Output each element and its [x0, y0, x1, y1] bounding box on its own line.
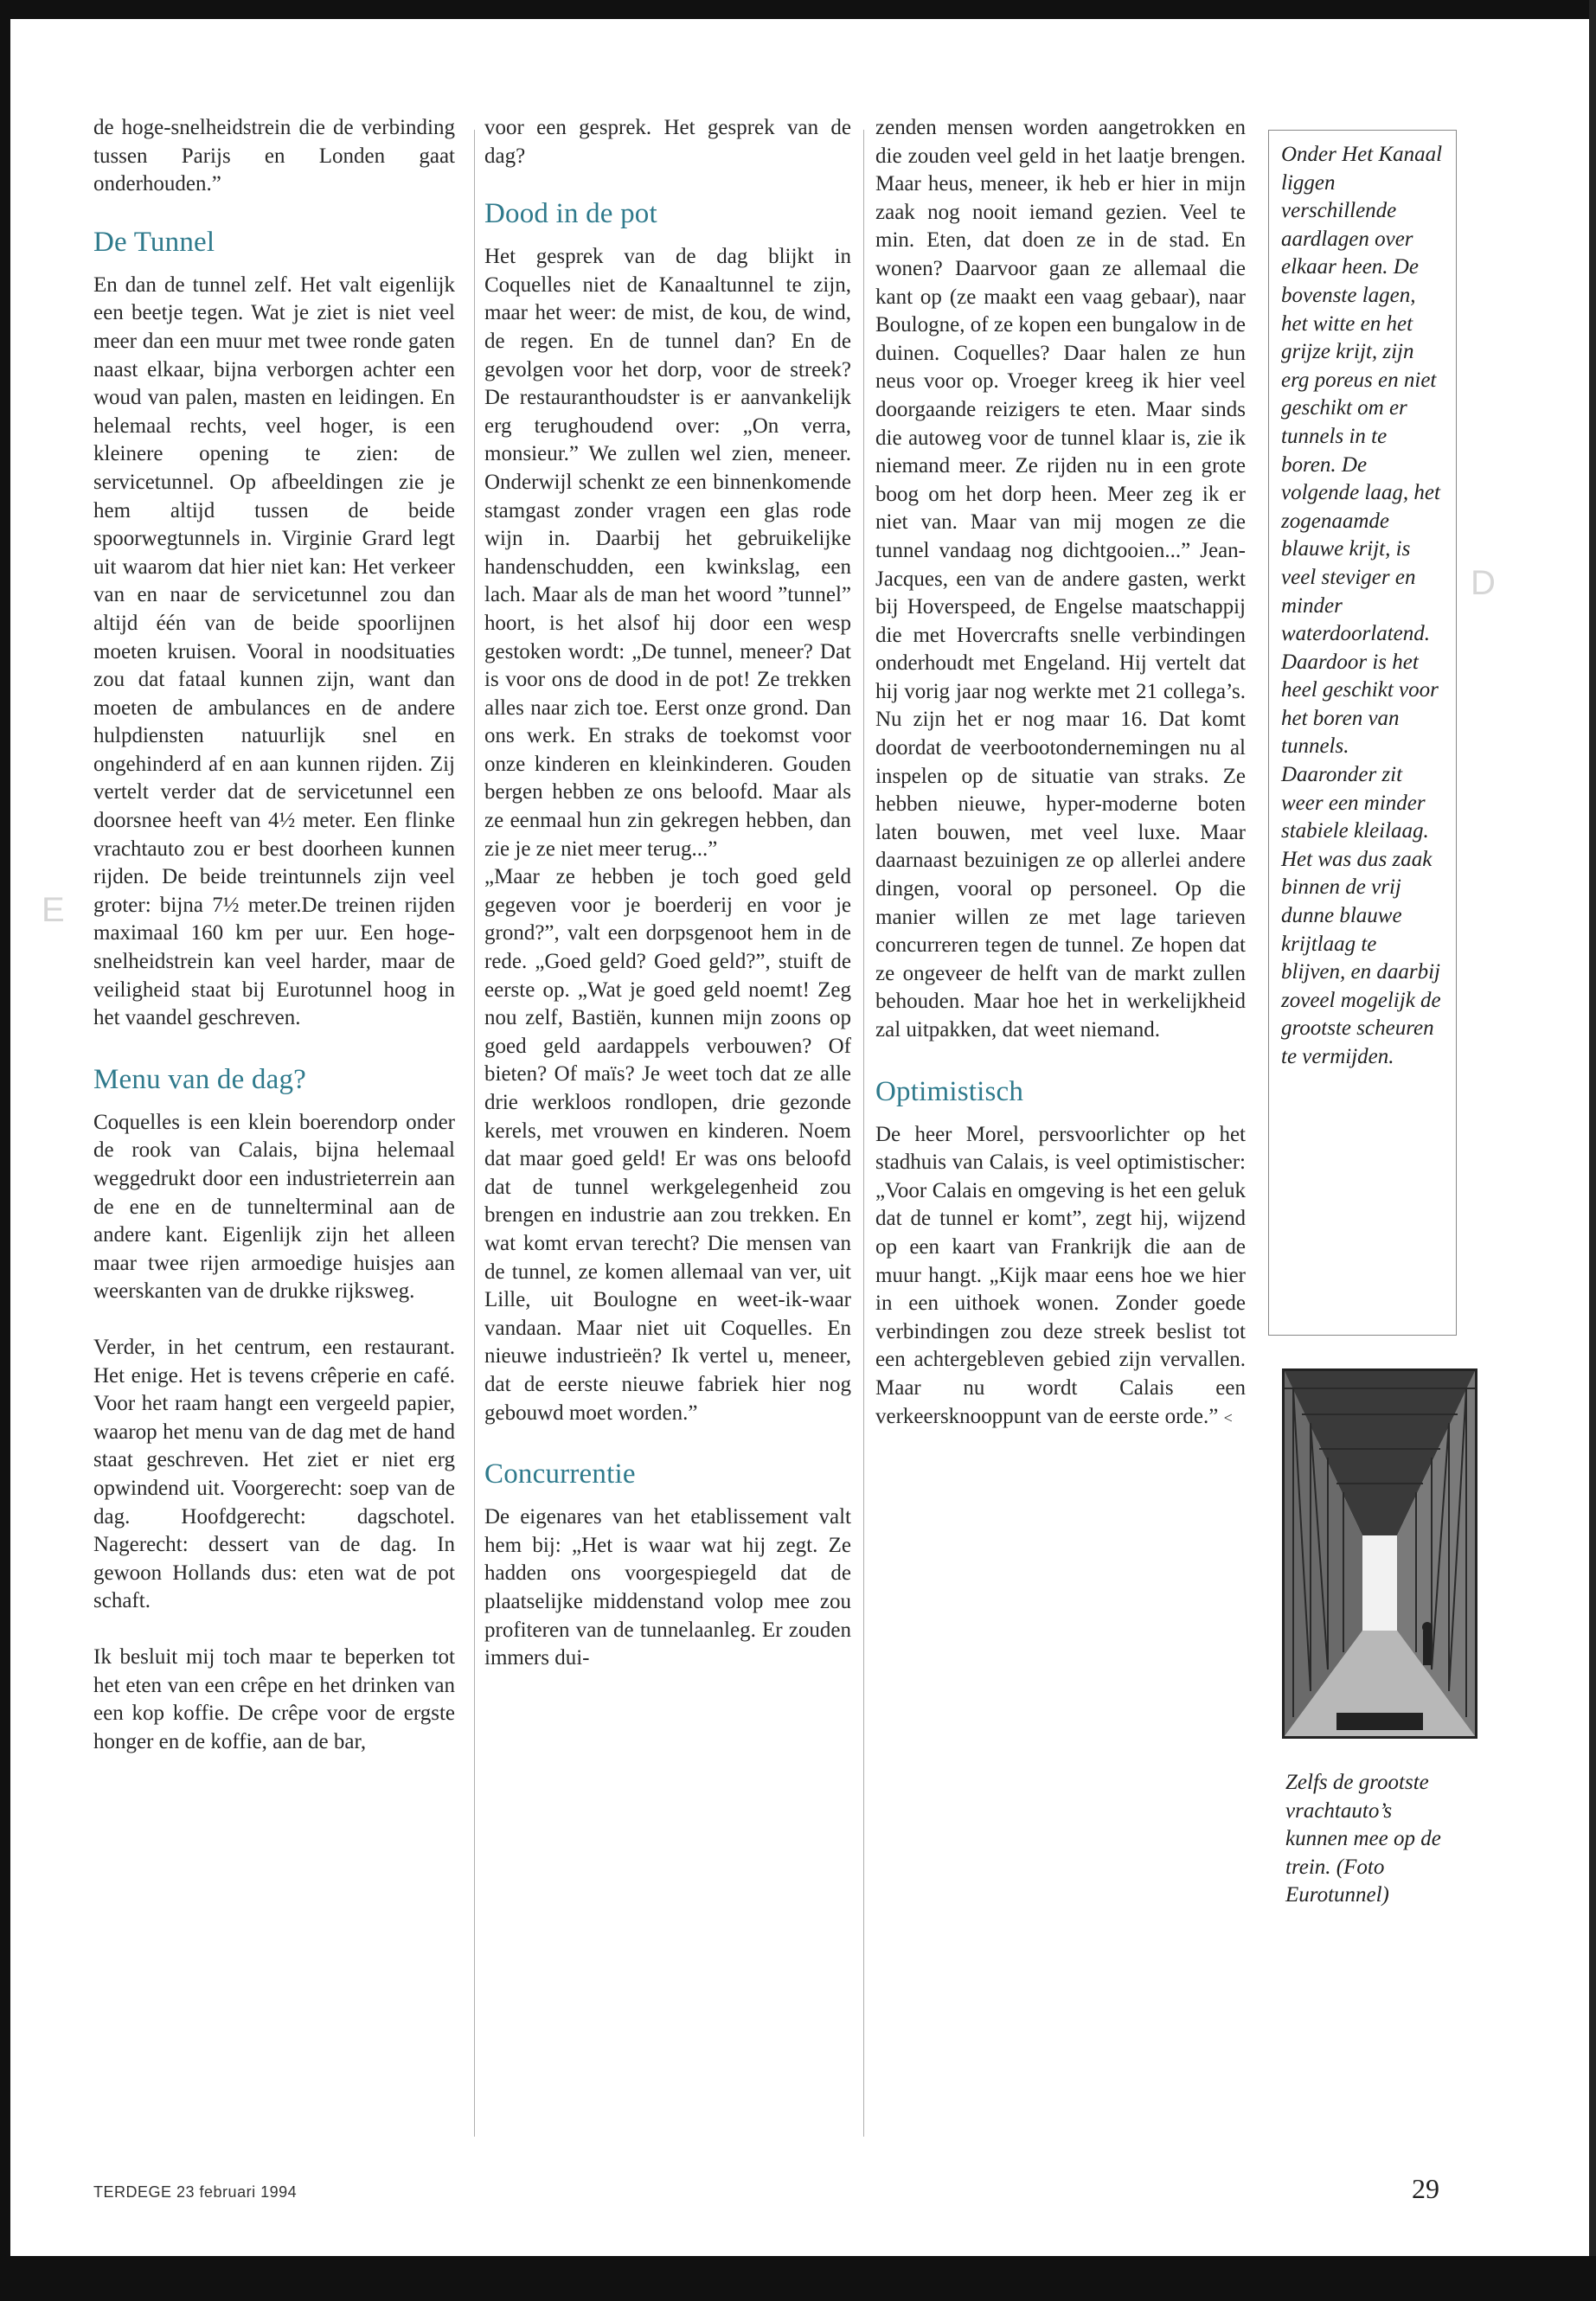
scan-border-left	[0, 0, 10, 2301]
paragraph: En dan de tunnel zelf. Het valt eigenlijk een beetje tegen. Wat je ziet is niet veel meer dan een muur met twee ronde gaten naast elkaar, bijna verborgen achter een woud van palen, masten en leidingen. En helemaal rechts, veel hoger, is een kleinere opening te zien: de servicetunnel. Op afbeeldingen zie je hem altijd tussen de beide spoorwegtunnels in. Virginie Grard legt uit waarom dat hier niet kan: Het verkeer van en naar de servicetunnel zou dan altijd één van de beide spoorlijnen moeten kruisen. Vooral in noodsituaties zou dat fataal kunnen zijn, want dan moeten de ambulances en de andere hulpdiensten natuurlijk snel en ongehinderd af en aan kunnen rijden. Zij vertelt verder dat de servicetunnel een doorsnee heeft van 4½ meter. Een flinke vrachtauto zou er best doorheen kunnen rijden. De beide treintunnels zijn veel groter: bijna 7½ meter.De treinen rijden maximaal 160 km per uur. Een hoge-snelheidstrein kan veel harder, maar de veiligheid staat bij Eurotunnel hoog in het vaandel geschreven.	[93, 272, 455, 1030]
scan-border-top	[0, 0, 1596, 19]
photo-caption	[1285, 1769, 1458, 1910]
sidebar-text: Onder Het Kanaal liggen verschillende aardlagen over elkaar heen. De bovenste lagen, het witte en het grijze krijt, zijn erg poreus en niet geschikt om er tunnels in te boren. De volgende laag, het zogenaamde blauwe krijt, is veel steviger en minder waterdoorlatend. Daardoor is het heel geschikt voor het boren van tunnels. Daaronder zit weer een minder stabiele kleilaag. Het was dus zaak binnen de vrij dunne blauwe krijtlaag te blijven, en daarbij zoveel mogelijk de grootste scheuren te vermijden.	[1281, 143, 1443, 1068]
section-heading-de-tunnel: De Tunnel	[93, 226, 215, 258]
paragraph: De eigenares van het etablissement valt hem bij: „Het is waar wat hij zegt. Ze hadden ons voorgespiegeld dat de plaatselijke middenstand volop mee zou profiteren van de tunnelaanleg. Er zouden immers dui-	[484, 1505, 851, 1670]
sidebar-box	[1268, 130, 1457, 1336]
page-number: 29	[1412, 2173, 1439, 2204]
paragraph: „Maar ze hebben je toch goed geld gegeven voor je boerderij en voor je grond?”, valt een dorpsgenoot hem in de rede. „Goed geld? Goed geld?”, stuift de eerste op. „Wat je goed geld noemt! Zeg nou zelf, Bastiën, kunnen mijn zoons op goed geld aardappels verbouwen? Of bieten? Of maïs? Je weet toch dat ze alle drie werkloos rondlopen, drie gezonde kerels, met vrouwen en kinderen. Noem dat maar goed geld! Er was ons beloofd dat de tunnel werkgelegenheid zou brengen en industrie aan zou trekken. En wat komt ervan terecht? Die mensen van de tunnel, ze komen allemaal van ver, uit Lille, uit Boulogne en weet-ik-waar vandaan. Maar niet uit Coquelles. En nieuwe industrieën? Ik vertel u, meneer, dat de eerste nieuwe fabriek hier nog gebouwd moet worden.”	[484, 865, 851, 1425]
paragraph: Ik besluit mij toch maar te beperken tot het eten van een crêpe en het drinken van een kop koffie. De crêpe voor de ergste honger en de koffie, aan de bar,	[93, 1644, 455, 1753]
paragraph: Coquelles is een klein boerendorp onder de rook van Calais, bijna helemaal weggedrukt door een industrieterrein aan de ene en de tunnelterminal aan de andere kant. Eigenlijk zijn het alleen maar twee rijen armoedige huisjes aan weerskanten van de drukke rijksweg.	[93, 1110, 455, 1304]
paragraph-text: De heer Morel, persvoorlichter op het stadhuis van Calais, is veel optimistischer: „Voor Calais en omgeving is het een geluk dat de tunnel er komt”, zegt hij, wijzend op een kaart van Frankrijk die aan de muur hangt. „Kijk maar eens hoe we hier in een uithoek wonen. Zonder goede verbindingen zou deze streek beslist tot een achtergebleven gebied zijn vervallen. Maar nu wordt Calais een verkeersknooppunt van de eerste orde.”	[875, 1122, 1246, 1428]
caption-text: Zelfs de grootste vrachtauto’s kunnen mee op de trein. (Foto Eurotunnel)	[1285, 1771, 1441, 1907]
article-column-1	[93, 114, 455, 1756]
truck-shuttle-wagon-photo	[1282, 1368, 1477, 1739]
end-of-article-mark: <	[1223, 1408, 1233, 1426]
publication-footer: TERDEGE 23 februari 1994	[93, 2183, 298, 2201]
photo-illustration	[1285, 1371, 1475, 1736]
section-heading-dood-in-de-pot: Dood in de pot	[484, 198, 657, 230]
paragraph: Het gesprek van de dag blijkt in Coquelles niet de Kanaaltunnel te zijn, maar het weer: de mist, de kou, de wind, de regen. En de tunnel dan? En de gevolgen voor het dorp, voor de streek? De restauranthoudster is er aanvankelijk erg terughoudend over: „On verra, monsieur.” We zullen wel zien, meneer. Onderwijl schenkt ze een binnenkomende stamgast zonder vragen een glas rode wijn in. Daarbij het gebruikelijke handenschudden, een kwinkslag, een lach. Maar als de man het woord ”tunnel” hoort, is het alsof hij door een wesp gestoken wordt: „De tunnel, meneer? Dat is voor ons de dood in de pot! Ze trekken alles naar zich toe. Eerst onze grond. Dan ons werk. En straks de toekomst voor onze kinderen en kleinkinderen. Gouden bergen hebben ze ons beloofd. Maar als ze eenmaal hun zin gekregen hebben, dan zie je ze niet meer terug...”	[484, 245, 851, 861]
paragraph: de hoge-snelheidstrein die de verbinding tussen Parijs en Londen gaat onderhouden.”	[93, 116, 455, 196]
column-rule-2	[863, 130, 864, 2137]
paragraph: zenden mensen worden aangetrokken en die zouden veel geld in het laatje brengen. Maar heus, meneer, ik heb er hier in mijn zaak nog nooit iemand gezien. Veel te min. Eten, dat doen ze in de stad. En wonen? Daarvoor gaan ze allemaal die kant op (ze maakt een vaag gebaar), naar Boulogne, of ze kopen een bungalow in de duinen. Coquelles? Daar halen ze hun neus voor op. Vroeger kreeg ik hier veel doorgaande reizigers te eten. Maar sinds die autoweg voor de tunnel klaar is, zie ik niemand meer. Ze rijden nu in een grote boog om het dorp heen. Meer zeg ik er niet van. Maar van mij mogen ze die tunnel vandaag nog dichtgooien...” Jean-Jacques, een van de andere gasten, werkt bij Hoverspeed, de Engelse maatschappij die met Hovercrafts snelle verbindingen onderhoudt met Engeland. Hij vertelt dat hij vorig jaar nog werkte met 21 collega’s. Nu zijn het er nog maar 16. Dat komt doordat de veerbootondernemingen nu al inspelen op de situatie van straks. Ze hebben nieuwe, hyper-moderne boten laten bouwen, met veel luxe. Maar daarnaast bezuinigen ze op allerlei andere dingen, vooral op personeel. Op die manier willen ze met lage tarieven concurreren tegen de tunnel. Ze hopen dat ze ongeveer de helft van de markt zullen behouden. Maar hoe het in werkelijkheid zal uitpakken, dat weet niemand.	[875, 116, 1246, 1042]
article-column-3	[875, 114, 1246, 1432]
scan-border-right	[1589, 0, 1596, 2301]
paragraph	[875, 1121, 1246, 1433]
scan-border-bottom	[0, 2256, 1596, 2301]
paragraph: Verder, in het centrum, een restaurant. Het enige. Het is tevens crêperie en café. Voor het raam hangt een vergeeld papier, waarop het menu van de dag met de hand staat geschreven. Het ziet er niet erg opwindend uit. Voorgerecht: soep van de dag. Hoofdgerecht: dagschotel. Nagerecht: dessert van de dag. In gewoon Hollands dus: eten wat de pot schaft.	[93, 1335, 455, 1613]
watermark-letter: E	[42, 891, 65, 929]
article-column-2	[484, 114, 851, 1673]
section-heading-optimistisch: Optimistisch	[875, 1075, 1024, 1107]
column-rule-1	[474, 130, 475, 2137]
paragraph: voor een gesprek. Het gesprek van de dag?	[484, 116, 851, 168]
watermark-letter: D	[1471, 564, 1496, 602]
section-heading-menu-van-de-dag: Menu van de dag?	[93, 1063, 307, 1095]
section-heading-concurrentie: Concurrentie	[484, 1458, 636, 1490]
